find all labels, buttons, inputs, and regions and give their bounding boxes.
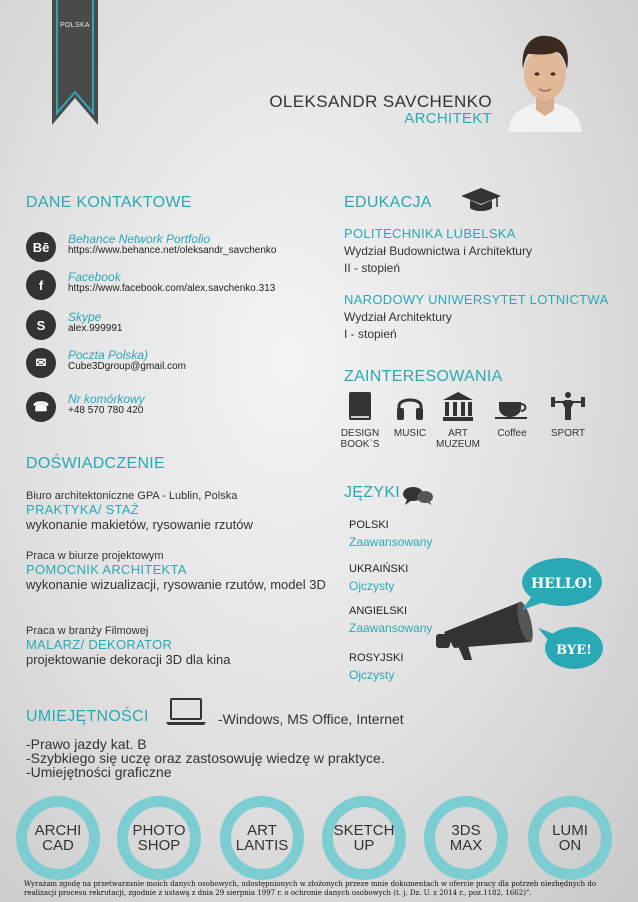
contact-label: Nr komórkowy [68, 392, 145, 406]
laptop-icon [164, 697, 208, 727]
contact-item [26, 232, 336, 264]
school-degree: I - stopień [344, 327, 397, 341]
phone-icon: ☎ [26, 392, 56, 422]
bye-bubble [536, 624, 606, 672]
contact-item [26, 392, 336, 424]
hello-text: HELLO! [531, 576, 593, 592]
hello-bubble [518, 556, 606, 612]
interest-label: SPORT [550, 428, 586, 439]
experience-org: Biuro architektoniczne GPA - Lublin, Polska [26, 490, 238, 502]
skill-line: -Prawo jazdy kat. B [26, 736, 147, 752]
contact-label: Skype [68, 310, 102, 324]
contact-value[interactable]: alex.999991 [68, 323, 123, 334]
interest-item [332, 390, 388, 450]
contact-value[interactable]: https://www.behance.net/oleksandr_savchenko [68, 245, 277, 256]
school-name: NARODOWY UNIWERSYTET LOTNICTWA [344, 292, 609, 307]
ribbon-label: POLSKA [60, 22, 90, 29]
book-icon [345, 390, 375, 422]
behance-icon: Bē [26, 232, 56, 262]
experience-role: PRAKTYKA/ STAŻ [26, 502, 140, 517]
facebook-icon: f [26, 270, 56, 300]
experience-desc: wykonanie wizualizacji, rysowanie rzutów, model 3D [26, 577, 326, 592]
bye-text: BYE! [556, 643, 592, 658]
contact-value[interactable]: https://www.facebook.com/alex.savchenko.313 [68, 283, 276, 294]
skill-ring-3dsmax: 3DS MAX [424, 796, 508, 880]
weightlifter-icon [548, 390, 588, 422]
experience-heading: DOŚWIADCZENIE [26, 455, 166, 472]
interest-label: MUSIC [393, 428, 427, 439]
coffee-cup-icon [493, 390, 531, 422]
contact-item [26, 348, 336, 380]
interest-label: Coffee [497, 428, 527, 439]
school-name: POLITECHNIKA LUBELSKA [344, 226, 516, 241]
contact-value[interactable]: +48 570 780 420 [68, 405, 144, 416]
graduation-cap-icon [460, 186, 502, 214]
experience-desc: projektowanie dekoracji 3D dla kina [26, 652, 231, 667]
contact-label: Behance Network Portfolio [68, 232, 211, 246]
skype-icon: S [26, 310, 56, 340]
interest-item [430, 390, 486, 450]
contact-heading: DANE KONTAKTOWE [26, 194, 192, 211]
experience-desc: wykonanie makietów, rysowanie rzutów [26, 517, 253, 532]
languages-heading: JĘZYKI [344, 484, 401, 501]
mail-icon: ✉ [26, 348, 56, 378]
contact-label: Poczta Polska) [68, 348, 149, 362]
interest-label: ART MUZEUM [436, 428, 480, 450]
contact-item [26, 310, 336, 342]
ribbon-bookmark [52, 0, 98, 125]
skill-ring-lumion: LUMI ON [528, 796, 612, 880]
education-item [344, 292, 608, 341]
person-role: ARCHITEKT [404, 110, 492, 127]
museum-icon [441, 390, 475, 422]
interest-label: DESIGN BOOK`S [340, 428, 380, 450]
skill-line: -Szybkiego się uczę oraz zastosowuję wiedzę w praktyce. [26, 750, 385, 766]
experience-item [26, 490, 336, 532]
language-item: ANGIELSKI Zaawansowany [349, 605, 433, 635]
interest-item [540, 390, 596, 439]
interest-item [484, 390, 540, 439]
contact-value[interactable]: Cube3Dgroup@gmail.com [68, 361, 186, 372]
profile-photo [500, 24, 590, 132]
school-faculty: Wydział Budownictwa i Architektury [344, 244, 532, 258]
experience-item [26, 550, 336, 592]
chat-bubbles-icon [402, 486, 434, 506]
software-skills: -Windows, MS Office, Internet [218, 711, 404, 727]
interests-heading: ZAINTERESOWANIA [344, 368, 503, 385]
skill-ring-photoshop: PHOTO SHOP [117, 796, 201, 880]
experience-role: POMOCNIK ARCHITEKTA [26, 562, 187, 577]
experience-item [26, 625, 336, 667]
experience-org: Praca w branży Filmowej [26, 625, 149, 637]
education-item [344, 226, 532, 275]
language-item: ROSYJSKI Ojczysty [349, 652, 404, 682]
language-item: UKRAIŃSKI Ojczysty [349, 563, 409, 593]
language-item: POLSKI Zaawansowany [349, 519, 433, 549]
education-heading: EDUKACJA [344, 194, 432, 211]
person-name: OLEKSANDR SAVCHENKO [269, 92, 492, 111]
contact-label: Facebook [68, 270, 121, 284]
experience-role: MALARZ/ DEKORATOR [26, 637, 173, 652]
school-degree: II - stopień [344, 261, 401, 275]
skill-line: -Umiejętności graficzne [26, 764, 172, 780]
skill-ring-archicad: ARCHI CAD [16, 796, 100, 880]
experience-org: Praca w biurze projektowym [26, 550, 164, 562]
contact-item [26, 270, 336, 302]
consent-clause: Wyrażam zgodę na przetwarzanie moich danych osobowych, udostępnionych w złożonych przeze mnie dokumentach w ofercie pracy dla potrzeb niezbędnych do realizacji procesu rekrutacji, zgodnie z ustawą z dnia 29 sierpnia 1997 r. o ochronie danych osobowych (t. j. Dz. U. z 2014 r., poz.1182, 1662)". [24, 880, 597, 897]
school-faculty: Wydział Architektury [344, 310, 452, 324]
skills-heading: UMIEJĘTNOŚCI [26, 708, 149, 725]
skill-ring-artlantis: ART LANTIS [220, 796, 304, 880]
headphones-icon [394, 390, 426, 422]
skill-ring-sketchup: SKETCH UP [322, 796, 406, 880]
